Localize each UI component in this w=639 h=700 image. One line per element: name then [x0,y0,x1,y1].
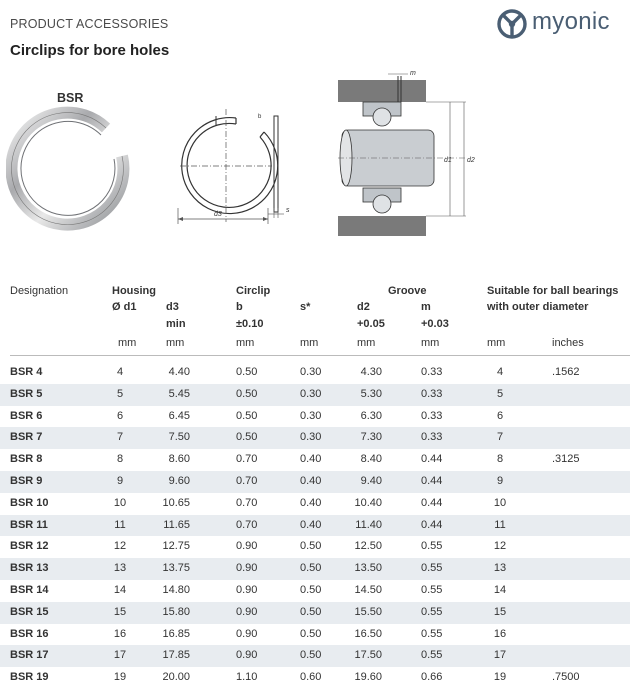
cell-m: 0.66 [421,671,443,684]
cell-b: 1.10 [236,671,258,684]
cell-m: 0.44 [421,475,443,487]
cell-d2: 9.40 [360,475,382,487]
cell-od-in: .3125 [552,453,580,466]
table-row [0,602,630,624]
cell-s: 0.50 [300,627,322,640]
cell-d3: 20.00 [162,671,190,684]
cell-m: 0.55 [421,605,443,618]
circlip-photo [6,104,134,232]
table-row [0,667,630,689]
cell-des: BSR 13 [10,562,49,575]
cell-s: 0.50 [300,584,322,596]
table-row [0,471,630,493]
unit-b: mm [236,337,255,349]
cell-d2: 5.30 [360,387,382,400]
cell-s: 0.50 [300,562,322,575]
cell-s: 0.30 [300,387,322,400]
cell-b: 0.90 [236,562,258,575]
cell-des: BSR 8 [10,453,43,466]
cell-b: 0.50 [236,431,258,444]
cell-d2: 8.40 [360,453,382,466]
circlip-drawing [172,104,302,234]
cell-s: 0.60 [300,671,322,684]
cell-des: BSR 16 [10,627,49,640]
cell-od-in: .7500 [552,671,580,684]
cell-s: 0.40 [300,518,322,531]
cell-b: 0.70 [236,453,258,466]
cell-d2: 17.50 [354,649,382,662]
cell-b: 0.90 [236,584,258,596]
cell-b: 0.70 [236,496,258,509]
table-row [0,558,630,580]
cell-d1: 7 [116,431,124,444]
col-b-tolerance: ±0.10 [236,318,264,330]
cell-d1: 9 [116,475,124,487]
col-d1: Ø d1 [112,301,137,313]
cell-d1: 13 [113,562,127,575]
cell-s: 0.50 [300,540,322,553]
unit-s: mm [300,337,319,349]
cell-d3: 4.40 [168,366,190,378]
col-d3-sub: min [166,318,186,330]
cell-od-mm: 11 [494,518,506,531]
cell-od-mm: 8 [496,453,504,466]
myonic-logo-icon [496,8,528,40]
cell-b: 0.70 [236,475,258,487]
header-divider [10,355,630,356]
col-m: m [421,301,431,313]
cell-od-mm: 14 [493,584,507,596]
cell-d2: 10.40 [354,496,382,509]
table-row [0,384,630,406]
cell-m: 0.55 [421,649,443,662]
page-title: Circlips for bore holes [10,42,170,59]
table-row [0,449,630,471]
cell-od-mm: 7 [496,431,504,444]
cell-od-mm: 15 [493,605,507,618]
cell-des: BSR 15 [10,605,49,618]
cell-m: 0.44 [421,496,443,509]
brand-name: myonic [532,8,610,35]
unit-od-inches: inches [552,337,584,349]
cell-d3: 11.65 [163,518,190,531]
group-suitable-line2: with outer diameter [487,301,589,313]
cell-d3: 15.80 [162,605,190,618]
table-row [0,645,630,667]
col-b: b [236,301,243,313]
unit-d3: mm [166,337,185,349]
cell-b: 0.90 [236,540,258,553]
unit-m: mm [421,337,440,349]
cell-od-mm: 17 [493,649,507,662]
d3-label: d3 [214,211,222,218]
col-d2: d2 [357,301,370,313]
cell-d1: 15 [113,605,127,618]
cell-d2: 4.30 [360,366,382,378]
cell-des: BSR 12 [10,540,49,553]
table-row [0,406,630,428]
cell-d3: 17.85 [162,649,190,662]
cell-b: 0.50 [236,366,258,378]
cell-d3: 7.50 [168,431,190,444]
cell-m: 0.33 [421,366,443,378]
cell-d2: 16.50 [354,627,382,640]
cell-s: 0.50 [300,605,322,618]
cell-d1: 11 [114,518,126,531]
group-suitable: Suitable for ball bearings [487,285,619,297]
cell-s: 0.30 [300,409,322,422]
cell-d2: 11.40 [355,518,382,531]
table-row [0,493,630,515]
unit-od-mm: mm [487,337,506,349]
cell-od-mm: 13 [493,562,507,575]
cell-d1: 17 [113,649,127,662]
d1-label: d1 [444,157,452,164]
cell-d2: 7.30 [360,431,382,444]
table-row [0,427,630,449]
unit-d2: mm [357,337,376,349]
cell-b: 0.90 [236,649,258,662]
unit-d1: mm [118,337,137,349]
cell-des: BSR 4 [10,366,43,378]
cell-des: BSR 5 [10,387,43,400]
cell-d2: 12.50 [354,540,382,553]
cell-od-mm: 12 [493,540,507,553]
group-groove: Groove [388,285,427,297]
col-s: s* [300,301,311,313]
cell-m: 0.33 [421,431,443,444]
cell-m: 0.55 [421,562,443,575]
cell-od-mm: 10 [493,496,507,509]
cell-des: BSR 11 [10,518,48,531]
cell-d3: 13.75 [162,562,190,575]
cell-od-mm: 19 [493,671,507,684]
cell-d1: 5 [116,387,124,400]
cell-d2: 13.50 [354,562,382,575]
cell-od-mm: 6 [496,409,504,422]
group-housing: Housing [112,285,156,297]
brand-logo [496,6,636,42]
group-circlip: Circlip [236,285,271,297]
cell-d2: 6.30 [360,409,382,422]
cell-d1: 19 [113,671,127,684]
cell-b: 0.90 [236,605,258,618]
cell-m: 0.55 [421,627,443,640]
col-m-tolerance: +0.03 [421,318,449,330]
col-d2-tolerance: +0.05 [357,318,385,330]
cell-des: BSR 7 [10,431,43,444]
cell-b: 0.90 [236,627,258,640]
bore-cross-section [338,66,488,236]
svg-text:b: b [258,114,262,120]
cell-d3: 10.65 [162,496,190,509]
cell-des: BSR 19 [10,671,49,684]
cell-d1: 12 [113,540,127,553]
cell-od-mm: 4 [496,366,504,378]
cell-b: 0.50 [236,387,258,400]
cell-m: 0.44 [421,453,443,466]
cell-m: 0.55 [421,584,443,596]
cell-m: 0.55 [421,540,443,553]
cell-s: 0.30 [300,431,322,444]
cell-d3: 14.80 [162,584,190,596]
cell-d3: 5.45 [168,387,190,400]
cell-s: 0.50 [300,649,322,662]
m-label: m [410,70,416,77]
cell-s: 0.40 [300,453,322,466]
cell-des: BSR 17 [10,649,49,662]
table-row [0,580,630,602]
cell-s: 0.30 [300,366,322,378]
cell-od-mm: 5 [496,387,504,400]
cell-des: BSR 14 [10,584,49,596]
cell-od-mm: 16 [493,627,507,640]
cell-m: 0.33 [421,387,443,400]
cell-d3: 8.60 [168,453,190,466]
cell-d3: 16.85 [162,627,190,640]
s-label: s [286,207,290,214]
cell-d1: 4 [116,366,124,378]
photo-label: BSR [57,91,84,105]
cell-d1: 6 [116,409,124,422]
cell-d3: 12.75 [162,540,190,553]
cell-od-in: .1562 [552,366,580,378]
cell-des: BSR 9 [10,475,43,487]
cell-d3: 6.45 [168,409,190,422]
d2-label: d2 [467,157,475,164]
cell-d2: 15.50 [354,605,382,618]
cell-d2: 14.50 [354,584,382,596]
cell-b: 0.50 [236,409,258,422]
table-row [0,362,630,384]
col-d3: d3 [166,301,179,313]
cell-s: 0.40 [300,496,322,509]
cell-des: BSR 10 [10,496,49,509]
cell-d1: 10 [113,496,127,509]
table-row [0,536,630,558]
cell-m: 0.44 [421,518,443,531]
cell-d1: 8 [116,453,124,466]
cell-od-mm: 9 [496,475,504,487]
cell-des: BSR 6 [10,409,43,422]
cell-b: 0.70 [236,518,258,531]
col-designation: Designation [10,285,69,297]
cell-d3: 9.60 [168,475,190,487]
cell-d1: 14 [113,584,127,596]
table-row [0,624,630,646]
cell-m: 0.33 [421,409,443,422]
cell-d2: 19.60 [354,671,382,684]
cell-s: 0.40 [300,475,322,487]
table-row [0,515,630,537]
cell-d1: 16 [113,627,127,640]
section-subtitle: PRODUCT ACCESSORIES [10,17,169,31]
